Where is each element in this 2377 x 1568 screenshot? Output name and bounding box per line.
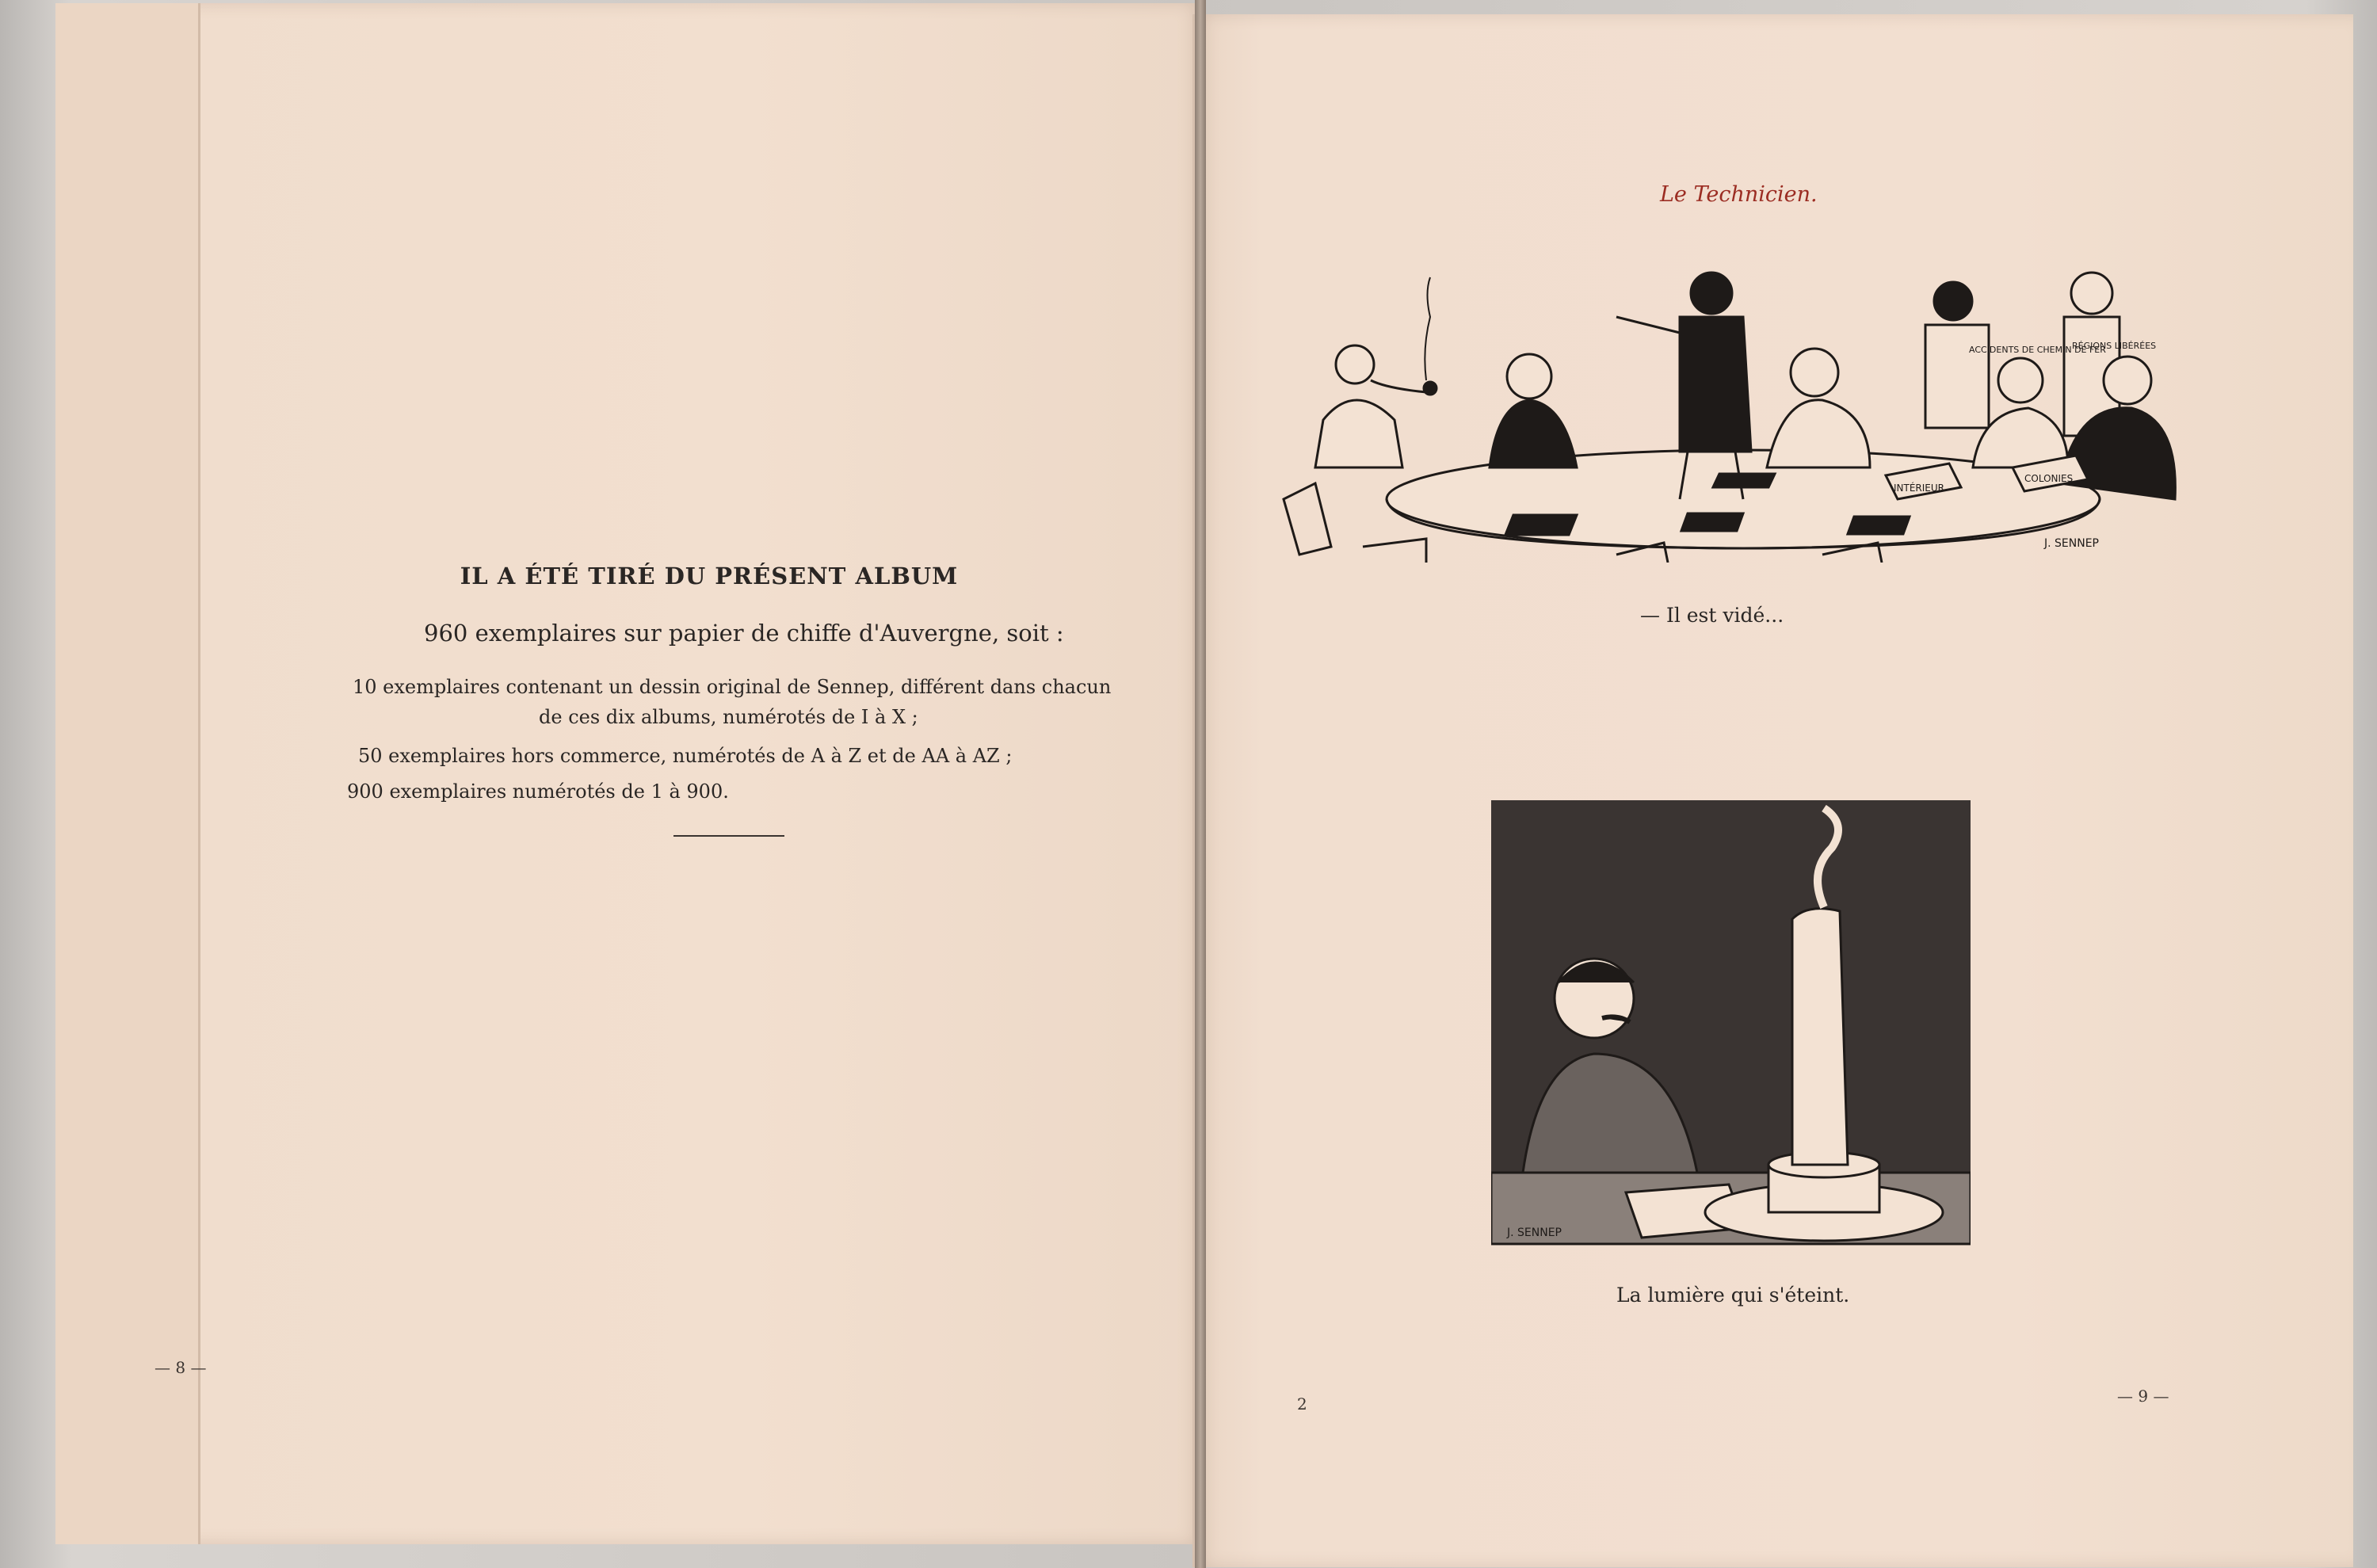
bottom-cartoon-caption: La lumière qui s'éteint. (1616, 1284, 1850, 1307)
label-accidents: ACCIDENTS DE CHEMIN DE FER (1969, 345, 2106, 355)
colophon-line-total: 960 exemplaires sur papier de chiffe d'Auvergne, soit : (424, 620, 1064, 647)
right-folio: — 9 — (2117, 1387, 2169, 1406)
candle-cartoon (1491, 800, 1971, 1252)
deckle-edge (55, 3, 200, 1544)
colophon-line-originals: 10 exemplaires contenant un dessin original de Sennep, différent dans chacun (353, 676, 1112, 698)
label-regions: RÉGIONS LIBÉRÉES (2072, 341, 2157, 351)
right-page (1192, 14, 2353, 1567)
colophon-line-originals-cont: de ces dix albums, numérotés de I à X ; (539, 706, 918, 728)
book-gutter (1195, 0, 1206, 1568)
bottom-cartoon-signature: J. SENNEP (1507, 1227, 1562, 1239)
colophon-line-hors-commerce: 50 exemplaires hors commerce, numérotés de A à Z et de AA à AZ ; (358, 745, 1013, 767)
top-cartoon-title: Le Technicien. (1660, 182, 1818, 207)
colophon-rule (673, 835, 784, 837)
top-cartoon-caption: — Il est vidé... (1640, 604, 1784, 627)
colophon-line-numbered: 900 exemplaires numérotés de 1 à 900. (347, 780, 729, 803)
sheet-number: 2 (1297, 1394, 1307, 1413)
left-folio: — 8 — (155, 1358, 207, 1377)
label-colonies: COLONIES (2024, 473, 2074, 484)
left-page (55, 3, 1204, 1544)
colophon-heading: IL A ÉTÉ TIRÉ DU PRÉSENT ALBUM (460, 563, 959, 589)
top-cartoon-signature: J. SENNEP (2044, 537, 2099, 550)
council-table-cartoon (1268, 261, 2179, 563)
label-interieur: INTÉRIEUR (1894, 483, 1945, 494)
